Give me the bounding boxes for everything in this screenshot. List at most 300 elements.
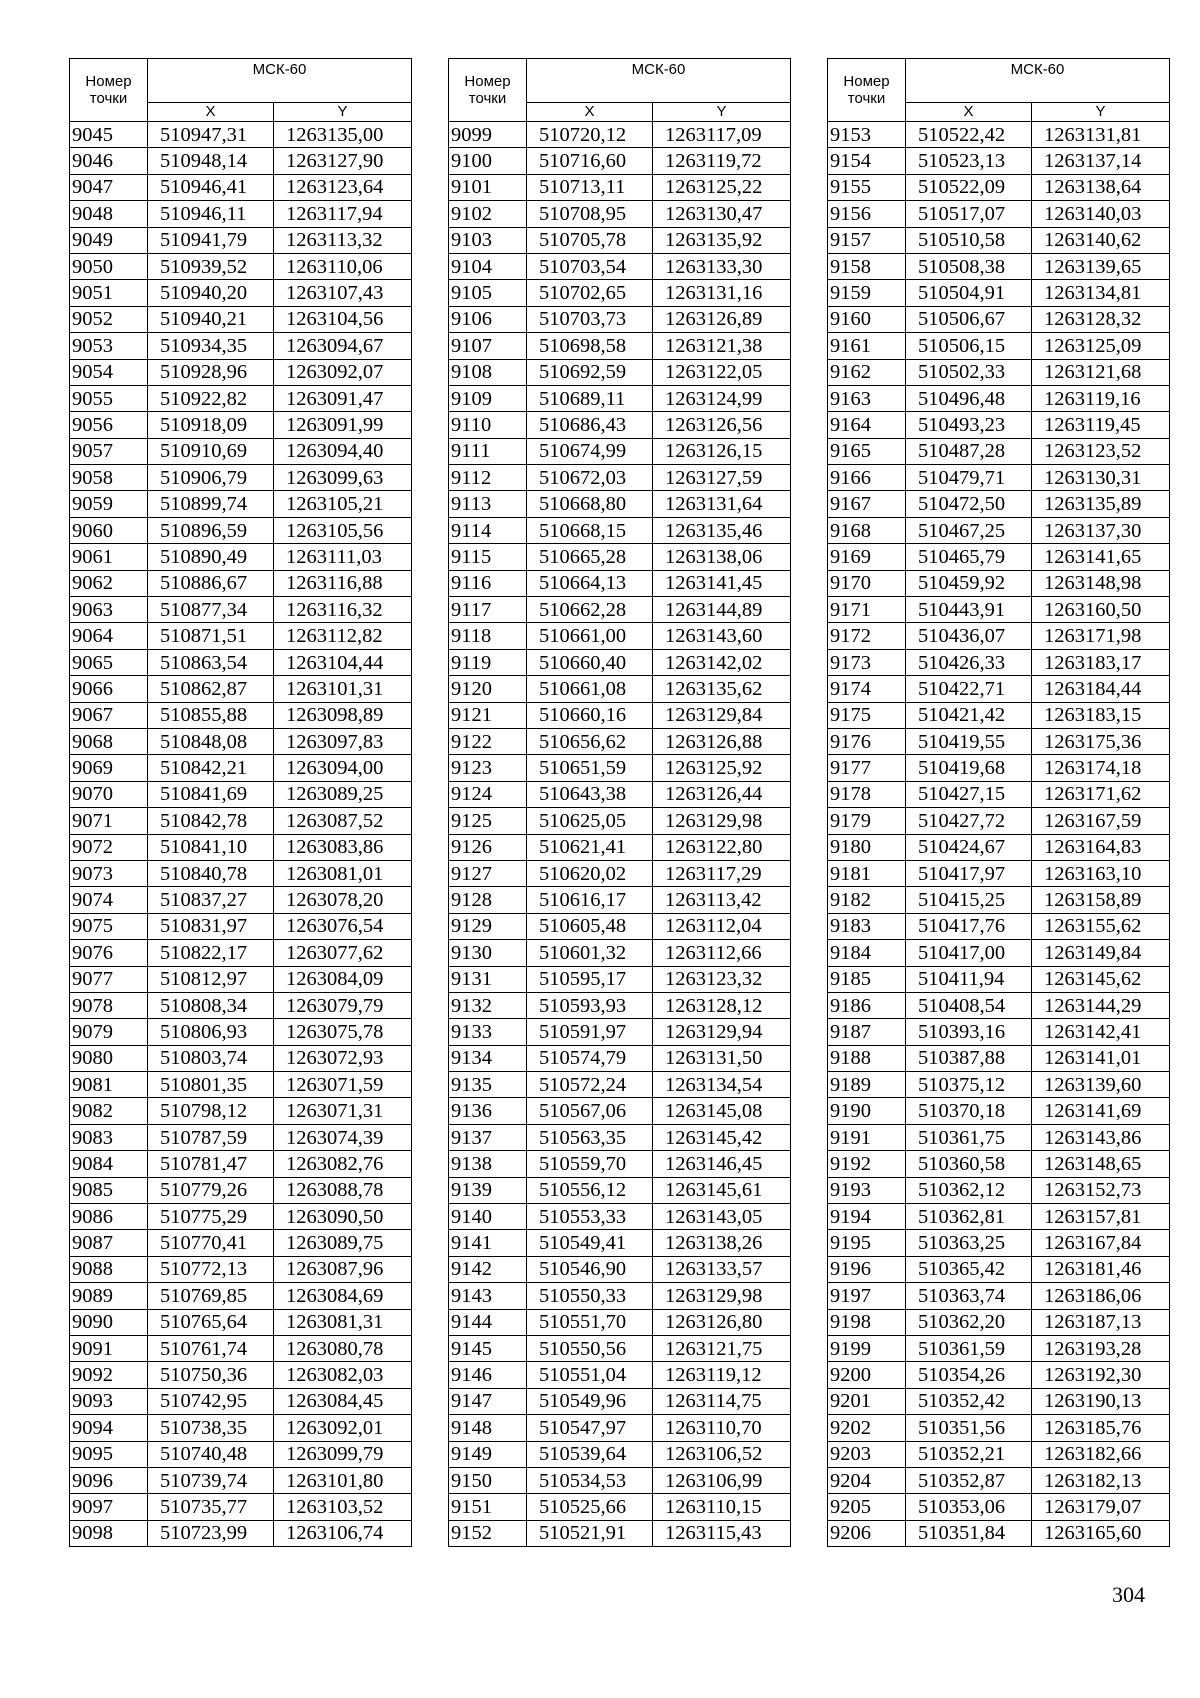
system-header: МСК-60 [906,59,1170,103]
x-cell: 510487,28 [906,438,1032,464]
system-header: МСК-60 [148,59,412,103]
point-number-cell: 9047 [70,174,148,200]
x-cell: 510862,87 [148,676,274,702]
table-row [449,201,791,227]
point-number-cell: 9167 [828,491,906,517]
table-row [449,253,791,279]
point-number-cell: 9089 [70,1283,148,1309]
point-number-cell: 9119 [449,649,527,675]
point-number-cell: 9161 [828,333,906,359]
x-cell: 510803,74 [148,1045,274,1071]
point-number-cell: 9120 [449,676,527,702]
y-cell: 1263143,05 [653,1204,791,1230]
point-number-cell: 9150 [449,1467,527,1493]
y-cell: 1263125,09 [1032,333,1170,359]
y-cell: 1263122,80 [653,834,791,860]
table-row [449,755,791,781]
y-cell: 1263135,00 [274,122,412,148]
table-row [449,306,791,332]
point-number-cell: 9104 [449,253,527,279]
x-cell: 510740,48 [148,1441,274,1467]
table-row [70,227,412,253]
y-cell: 1263126,56 [653,412,791,438]
table-row [449,517,791,543]
table-row [449,148,791,174]
point-number-cell: 9144 [449,1309,527,1335]
y-cell: 1263186,06 [1032,1283,1170,1309]
point-number-cell: 9054 [70,359,148,385]
y-cell: 1263142,02 [653,649,791,675]
x-cell: 510601,32 [527,940,653,966]
x-cell: 510735,77 [148,1494,274,1520]
point-number-cell: 9139 [449,1177,527,1203]
y-cell: 1263081,01 [274,860,412,886]
point-number-cell: 9133 [449,1019,527,1045]
x-cell: 510419,68 [906,755,1032,781]
point-number-cell: 9186 [828,992,906,1018]
point-number-cell: 9181 [828,860,906,886]
y-header: Y [653,103,791,122]
y-cell: 1263094,40 [274,438,412,464]
table-row [449,597,791,623]
table-row [449,623,791,649]
x-cell: 510772,13 [148,1256,274,1282]
point-number-cell: 9173 [828,649,906,675]
y-cell: 1263077,62 [274,940,412,966]
point-number-cell: 9165 [828,438,906,464]
table-row [70,517,412,543]
table-row [828,755,1170,781]
point-number-cell: 9154 [828,148,906,174]
x-cell: 510674,99 [527,438,653,464]
y-cell: 1263126,89 [653,306,791,332]
point-number-cell: 9168 [828,517,906,543]
table-row [828,385,1170,411]
point-number-cell: 9206 [828,1520,906,1546]
table-row [449,1467,791,1493]
x-cell: 510551,04 [527,1362,653,1388]
point-number-cell: 9188 [828,1045,906,1071]
x-cell: 510572,24 [527,1072,653,1098]
table-row [828,1045,1170,1071]
y-cell: 1263139,60 [1032,1072,1170,1098]
x-cell: 510664,13 [527,570,653,596]
y-cell: 1263119,16 [1032,385,1170,411]
x-cell: 510775,29 [148,1204,274,1230]
table-row [449,1072,791,1098]
x-cell: 510534,53 [527,1467,653,1493]
point-number-cell: 9141 [449,1230,527,1256]
point-number-cell: 9076 [70,940,148,966]
point-number-cell: 9114 [449,517,527,543]
y-cell: 1263101,80 [274,1467,412,1493]
y-cell: 1263115,43 [653,1520,791,1546]
table-row [828,544,1170,570]
table-row [828,333,1170,359]
point-number-cell: 9060 [70,517,148,543]
table-row [828,1230,1170,1256]
x-cell: 510842,21 [148,755,274,781]
point-number-cell: 9064 [70,623,148,649]
table-row [828,1309,1170,1335]
table-row [828,412,1170,438]
y-cell: 1263113,32 [274,227,412,253]
x-header: X [906,103,1032,122]
table-row [449,1230,791,1256]
point-number-cell: 9152 [449,1520,527,1546]
point-number-cell: 9148 [449,1415,527,1441]
table-row [828,122,1170,148]
table-row [828,676,1170,702]
y-cell: 1263091,99 [274,412,412,438]
y-cell: 1263099,79 [274,1441,412,1467]
table-row [70,1283,412,1309]
table-row [70,1124,412,1150]
point-number-cell: 9066 [70,676,148,702]
point-number-cell: 9056 [70,412,148,438]
table-row [70,887,412,913]
table-row [449,940,791,966]
point-number-cell: 9134 [449,1045,527,1071]
point-number-cell: 9084 [70,1151,148,1177]
table-row [449,1494,791,1520]
y-cell: 1263135,62 [653,676,791,702]
point-number-cell: 9049 [70,227,148,253]
y-cell: 1263116,32 [274,597,412,623]
point-number-cell: 9110 [449,412,527,438]
y-cell: 1263107,43 [274,280,412,306]
x-cell: 510408,54 [906,992,1032,1018]
y-cell: 1263091,47 [274,385,412,411]
y-cell: 1263182,66 [1032,1441,1170,1467]
point-number-cell: 9091 [70,1335,148,1361]
table-row [828,306,1170,332]
y-cell: 1263134,54 [653,1072,791,1098]
point-number-cell: 9194 [828,1204,906,1230]
x-cell: 510863,54 [148,649,274,675]
point-number-cell: 9183 [828,913,906,939]
point-number-cell: 9098 [70,1520,148,1546]
point-number-cell: 9187 [828,1019,906,1045]
table-row [449,465,791,491]
table-row [449,728,791,754]
table-row [449,1151,791,1177]
point-number-cell: 9178 [828,781,906,807]
y-cell: 1263127,59 [653,465,791,491]
point-number-cell: 9051 [70,280,148,306]
table-row [70,1388,412,1414]
point-number-cell: 9127 [449,860,527,886]
table-row [449,544,791,570]
table-row [449,1256,791,1282]
point-number-cell: 9140 [449,1204,527,1230]
point-number-cell: 9172 [828,623,906,649]
x-cell: 510506,67 [906,306,1032,332]
table-row [70,1151,412,1177]
point-number-cell: 9156 [828,201,906,227]
point-number-cell: 9067 [70,702,148,728]
y-cell: 1263097,83 [274,728,412,754]
table-row [449,1388,791,1414]
x-cell: 510643,38 [527,781,653,807]
point-number-cell: 9092 [70,1362,148,1388]
y-cell: 1263141,45 [653,570,791,596]
x-cell: 510660,40 [527,649,653,675]
x-cell: 510739,74 [148,1467,274,1493]
y-cell: 1263075,78 [274,1019,412,1045]
point-number-cell: 9096 [70,1467,148,1493]
x-cell: 510361,59 [906,1335,1032,1361]
y-cell: 1263192,30 [1032,1362,1170,1388]
y-cell: 1263160,50 [1032,597,1170,623]
y-cell: 1263129,98 [653,808,791,834]
point-number-cell: 9048 [70,201,148,227]
y-cell: 1263110,70 [653,1415,791,1441]
point-number-cell: 9145 [449,1335,527,1361]
x-cell: 510661,00 [527,623,653,649]
table-row [828,280,1170,306]
point-number-cell: 9118 [449,623,527,649]
y-cell: 1263092,01 [274,1415,412,1441]
x-cell: 510419,55 [906,728,1032,754]
point-number-cell: 9123 [449,755,527,781]
y-cell: 1263071,59 [274,1072,412,1098]
point-number-cell: 9122 [449,728,527,754]
table-row [449,412,791,438]
y-cell: 1263106,99 [653,1467,791,1493]
point-number-cell: 9202 [828,1415,906,1441]
point-number-cell: 9075 [70,913,148,939]
y-cell: 1263163,10 [1032,860,1170,886]
table-row [70,1467,412,1493]
y-header: Y [1032,103,1170,122]
table-row [449,808,791,834]
x-cell: 510922,82 [148,385,274,411]
x-cell: 510842,78 [148,808,274,834]
point-number-cell: 9147 [449,1388,527,1414]
point-number-cell: 9162 [828,359,906,385]
x-cell: 510525,66 [527,1494,653,1520]
x-cell: 510546,90 [527,1256,653,1282]
x-cell: 510539,64 [527,1441,653,1467]
point-number-cell: 9074 [70,887,148,913]
point-number-cell: 9153 [828,122,906,148]
page-number: 304 [1112,1582,1145,1607]
x-cell: 510427,15 [906,781,1032,807]
point-number-cell: 9191 [828,1124,906,1150]
y-cell: 1263140,03 [1032,201,1170,227]
x-cell: 510493,23 [906,412,1032,438]
x-cell: 510812,97 [148,966,274,992]
x-cell: 510765,64 [148,1309,274,1335]
table-row [828,1467,1170,1493]
point-number-cell: 9100 [449,148,527,174]
x-cell: 510940,20 [148,280,274,306]
table-row [828,887,1170,913]
y-cell: 1263148,65 [1032,1151,1170,1177]
y-cell: 1263190,13 [1032,1388,1170,1414]
y-cell: 1263112,66 [653,940,791,966]
point-number-cell: 9155 [828,174,906,200]
point-number-cell: 9078 [70,992,148,1018]
x-cell: 510906,79 [148,465,274,491]
table-row [449,359,791,385]
table-row [70,808,412,834]
point-number-cell: 9065 [70,649,148,675]
y-cell: 1263134,81 [1032,280,1170,306]
y-cell: 1263081,31 [274,1309,412,1335]
y-cell: 1263090,50 [274,1204,412,1230]
point-number-header: Номер точки [449,59,527,122]
table-row [828,1151,1170,1177]
x-cell: 510656,62 [527,728,653,754]
point-number-cell: 9136 [449,1098,527,1124]
point-number-cell: 9107 [449,333,527,359]
table-row [449,1362,791,1388]
table-row [828,1362,1170,1388]
y-cell: 1263119,45 [1032,412,1170,438]
x-cell: 510370,18 [906,1098,1032,1124]
table-row [828,623,1170,649]
x-cell: 510928,96 [148,359,274,385]
table-row [828,1415,1170,1441]
x-cell: 510353,06 [906,1494,1032,1520]
y-cell: 1263124,99 [653,385,791,411]
x-cell: 510362,12 [906,1177,1032,1203]
x-cell: 510502,33 [906,359,1032,385]
x-cell: 510393,16 [906,1019,1032,1045]
y-cell: 1263127,90 [274,148,412,174]
x-cell: 510822,17 [148,940,274,966]
x-cell: 510436,07 [906,623,1032,649]
y-cell: 1263128,32 [1032,306,1170,332]
point-number-cell: 9068 [70,728,148,754]
y-cell: 1263138,64 [1032,174,1170,200]
x-cell: 510352,21 [906,1441,1032,1467]
x-cell: 510567,06 [527,1098,653,1124]
point-number-cell: 9085 [70,1177,148,1203]
table-row [449,333,791,359]
point-number-cell: 9197 [828,1283,906,1309]
y-cell: 1263099,63 [274,465,412,491]
y-cell: 1263135,92 [653,227,791,253]
point-number-cell: 9116 [449,570,527,596]
x-cell: 510521,91 [527,1520,653,1546]
x-cell: 510424,67 [906,834,1032,860]
x-cell: 510705,78 [527,227,653,253]
y-cell: 1263143,86 [1032,1124,1170,1150]
y-header: Y [274,103,412,122]
table-row [449,438,791,464]
y-cell: 1263171,62 [1032,781,1170,807]
y-cell: 1263117,29 [653,860,791,886]
y-cell: 1263131,81 [1032,122,1170,148]
y-cell: 1263126,44 [653,781,791,807]
x-cell: 510362,20 [906,1309,1032,1335]
y-cell: 1263105,21 [274,491,412,517]
point-number-cell: 9204 [828,1467,906,1493]
point-number-cell: 9115 [449,544,527,570]
x-cell: 510806,93 [148,1019,274,1045]
y-cell: 1263126,88 [653,728,791,754]
point-number-cell: 9185 [828,966,906,992]
y-cell: 1263179,07 [1032,1494,1170,1520]
point-number-cell: 9179 [828,808,906,834]
point-number-cell: 9121 [449,702,527,728]
x-cell: 510890,49 [148,544,274,570]
point-number-cell: 9087 [70,1230,148,1256]
point-number-cell: 9177 [828,755,906,781]
table-row [828,940,1170,966]
point-number-cell: 9097 [70,1494,148,1520]
y-cell: 1263152,73 [1032,1177,1170,1203]
point-number-cell: 9137 [449,1124,527,1150]
table-row [70,992,412,1018]
y-cell: 1263138,26 [653,1230,791,1256]
x-cell: 510387,88 [906,1045,1032,1071]
x-cell: 510361,75 [906,1124,1032,1150]
y-cell: 1263130,31 [1032,465,1170,491]
table-row [70,1415,412,1441]
y-cell: 1263110,15 [653,1494,791,1520]
y-cell: 1263141,65 [1032,544,1170,570]
y-cell: 1263143,60 [653,623,791,649]
y-cell: 1263141,69 [1032,1098,1170,1124]
table-row [70,306,412,332]
y-cell: 1263084,69 [274,1283,412,1309]
x-cell: 510417,76 [906,913,1032,939]
table-row [70,1309,412,1335]
y-cell: 1263129,98 [653,1283,791,1309]
table-row [70,649,412,675]
table-row [70,597,412,623]
point-number-cell: 9106 [449,306,527,332]
y-cell: 1263098,89 [274,702,412,728]
y-cell: 1263165,60 [1032,1520,1170,1546]
x-cell: 510550,33 [527,1283,653,1309]
x-cell: 510946,41 [148,174,274,200]
x-cell: 510662,28 [527,597,653,623]
x-cell: 510551,70 [527,1309,653,1335]
table-row [449,174,791,200]
table-row [70,1230,412,1256]
x-cell: 510841,10 [148,834,274,860]
point-number-cell: 9099 [449,122,527,148]
y-cell: 1263089,25 [274,781,412,807]
table-row [70,1072,412,1098]
point-number-cell: 9045 [70,122,148,148]
table-row [828,1335,1170,1361]
coordinate-table-3 [827,58,1170,1547]
table-row [828,174,1170,200]
table-row [70,623,412,649]
point-number-cell: 9108 [449,359,527,385]
x-cell: 510899,74 [148,491,274,517]
table-row [70,1019,412,1045]
x-cell: 510723,99 [148,1520,274,1546]
table-row [70,781,412,807]
y-cell: 1263133,30 [653,253,791,279]
point-number-cell: 9174 [828,676,906,702]
table-row [449,1520,791,1546]
x-cell: 510831,97 [148,913,274,939]
table-row [70,676,412,702]
point-number-cell: 9184 [828,940,906,966]
table-row [828,465,1170,491]
y-cell: 1263114,75 [653,1388,791,1414]
table-row [70,702,412,728]
x-cell: 510549,41 [527,1230,653,1256]
